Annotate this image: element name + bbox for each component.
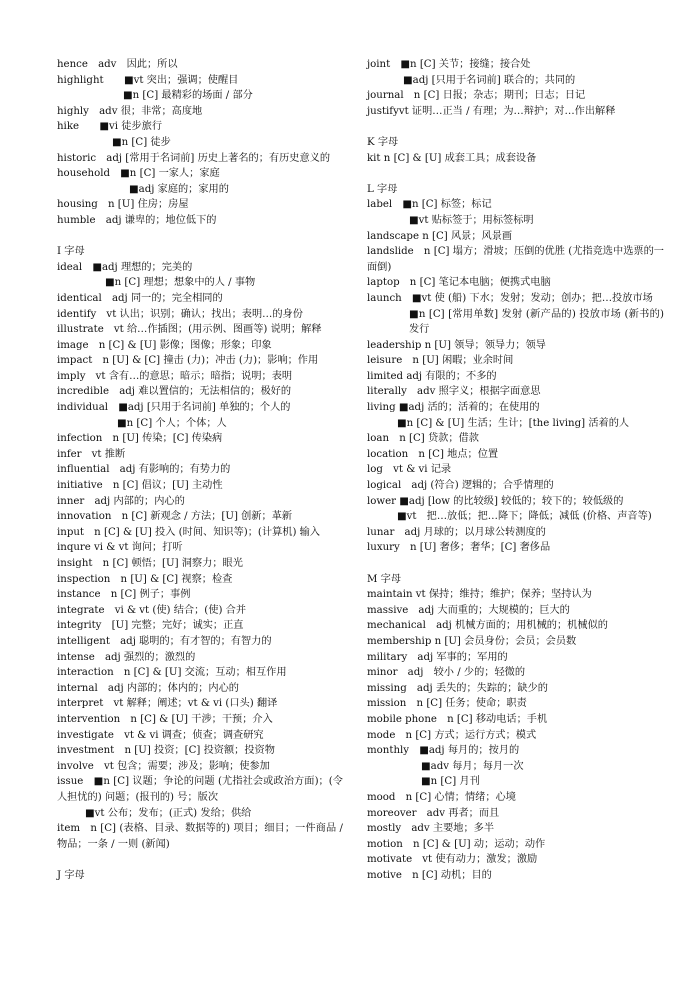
- word-entry: landscape n [C] 风景；风景画: [367, 230, 513, 242]
- word-entry: motivate vt 使有动力；激发；激励: [367, 854, 538, 866]
- glossary-column-right: [367, 57, 664, 883]
- word-entry-subsense: ■vt 公布；发布；(正式) 发给；供给: [85, 807, 252, 819]
- word-entry: journal n [C] 日报；杂志；期刊；日志；日记: [367, 90, 586, 102]
- word-entry: historic adj [常用于名词前] 历史上著名的；有历史意义的: [57, 152, 331, 164]
- word-entry: limited adj 有限的；不多的: [367, 370, 497, 382]
- word-entry: initiative n [C] 倡议；[U] 主动性: [57, 480, 223, 492]
- word-entry-subsense: ■adj [只用于名词前] 联合的；共同的: [403, 74, 576, 86]
- word-entry: interaction n [C] & [U] 交流；互动；相互作用: [57, 667, 287, 679]
- word-entry-subsense: ■n [C] 最精彩的场面 / 部分: [123, 90, 253, 102]
- word-entry: internal adj 内部的；体内的；内心的: [57, 682, 239, 694]
- word-entry: involve vt 包含；需要；涉及；影响；使参加: [57, 760, 270, 772]
- word-entry: lower ■adj [low 的比较级] 较低的；较下的；较低级的: [367, 495, 624, 507]
- word-entry: mode n [C] 方式；运行方式；模式: [367, 729, 537, 741]
- word-entry: investigate vt & vi 调查；侦查；调查研究: [57, 729, 264, 741]
- word-entry: justifyvt 证明…正当 / 有理；为…辩护；对…作出解释: [367, 105, 616, 117]
- word-entry-subsense: ■n [C] 理想；想象中的人 / 事物: [105, 277, 256, 289]
- word-entry: inspection n [U] & [C] 视察；检查: [57, 573, 233, 585]
- word-entry: literally adv 照字义；根据字面意思: [367, 386, 541, 398]
- word-entry: integrity [U] 完整；完好；诚实；正直: [57, 620, 244, 632]
- word-entry: living ■adj 活的；活着的；在使用的: [367, 402, 540, 414]
- word-entry: humble adj 谦卑的；地位低下的: [57, 214, 217, 226]
- word-entry: interpret vt 解释；阐述；vt & vi (口头) 翻译: [57, 698, 278, 710]
- word-entry: luxury n [U] 奢侈；奢华；[C] 奢侈品: [367, 542, 551, 554]
- word-entry-subsense: ■vt 贴标签于；用标签标明: [409, 214, 534, 226]
- word-entry: membership n [U] 会员身份；会员；会员数: [367, 635, 577, 647]
- word-entry: mood n [C] 心情；情绪；心境: [367, 791, 516, 803]
- word-entry: motion n [C] & [U] 动；运动；动作: [367, 838, 546, 850]
- word-entry: kit n [C] & [U] 成套工具；成套设备: [367, 152, 537, 164]
- word-entry: illustrate vt 给…作插图；(用示例、图画等) 说明；解释: [57, 324, 322, 336]
- word-entry: input n [C] & [U] 投入 (时间、知识等)；(计算机) 输入: [57, 526, 321, 538]
- word-entry: highlight ■vt 突出；强调；使醒目: [57, 74, 239, 86]
- word-entry: influential adj 有影响的；有势力的: [57, 464, 231, 476]
- word-entry: monthly ■adj 每月的；按月的: [367, 745, 520, 757]
- word-entry: infer vt 推断: [57, 448, 126, 460]
- word-entry-subsense: ■n [C] 月刊: [421, 776, 480, 788]
- word-entry: log vt & vi 记录: [367, 464, 452, 476]
- word-entry: landslide n [C] 塌方；滑坡；压倒的优胜 (尤指竞选中选票的一面倒): [367, 246, 664, 273]
- word-entry: mostly adv 主要地；多半: [367, 823, 495, 835]
- word-entry: inqure vi & vt 询问；打听: [57, 542, 183, 554]
- word-entry: ideal ■adj 理想的；完美的: [57, 261, 193, 273]
- word-entry: hence adv 因此；所以: [57, 59, 178, 70]
- word-entry: inner adj 内部的；内心的: [57, 495, 185, 507]
- letter-section-heading: K 字母: [367, 136, 399, 148]
- word-entry: missing adj 丢失的；失踪的；缺少的: [367, 682, 548, 694]
- word-entry-subsense: ■n [C] & [U] 生活；生计；[the living] 活着的人: [397, 417, 630, 429]
- word-entry-subsense: ■adv 每月；每月一次: [421, 760, 524, 772]
- word-entry-subsense: ■n [C] 个人；个体；人: [117, 417, 227, 429]
- word-entry: incredible adj 难以置信的；无法相信的；极好的: [57, 386, 292, 398]
- word-entry: launch ■vt 使 (船) 下水；发射；发动；创办；把…投放市场: [367, 292, 653, 304]
- word-entry: maintain vt 保持；维持；维护；保养；坚持认为: [367, 589, 592, 601]
- word-entry: intense adj 强烈的；激烈的: [57, 651, 196, 663]
- word-entry: housing n [U] 住房；房屋: [57, 199, 189, 211]
- section-gap: [367, 166, 664, 182]
- letter-section-heading: I 字母: [57, 246, 85, 258]
- word-entry: imply vt 含有…的意思；暗示；暗指；说明；表明: [57, 370, 293, 382]
- word-entry: location n [C] 地点；位置: [367, 448, 499, 460]
- word-entry: image n [C] & [U] 影像；图像；形象；印象: [57, 339, 272, 351]
- word-entry: intervention n [C] & [U] 干涉；干预；介入: [57, 713, 273, 725]
- word-entry: loan n [C] 贷款；借款: [367, 433, 479, 445]
- word-entry-subsense: ■vt 把…放低；把…降下；降低；减低 (价格、声音等): [397, 511, 652, 523]
- word-entry: integrate vi & vt (使) 结合；(使) 合并: [57, 604, 247, 616]
- section-gap: [367, 556, 664, 572]
- word-entry: military adj 军事的；军用的: [367, 651, 508, 663]
- word-entry: item n [C] (表格、目录、数据等的) 项目；细目；一件商品 / 物品；一条 / 一则 (新闻): [57, 823, 343, 850]
- word-entry: insight n [C] 顿悟；[U] 洞察力；眼光: [57, 558, 243, 569]
- word-entry: leadership n [U] 领导；领导力；领导: [367, 339, 546, 351]
- word-entry: identical adj 同一的；完全相同的: [57, 292, 223, 304]
- word-entry-subsense: ■adj 家庭的；家用的: [129, 183, 229, 195]
- word-entry: hike ■vi 徒步旅行: [57, 121, 163, 133]
- word-entry: investment n [U] 投资；[C] 投资额；投资物: [57, 745, 275, 757]
- word-entry: impact n [U] & [C] 撞击 (力)；冲击 (力)；影响；作用: [57, 355, 319, 367]
- word-entry: instance n [C] 例子；事例: [57, 589, 191, 601]
- word-entry: issue ■n [C] 议题；争论的问题 (尤指社会或政治方面)；(令人担忧的) 问题；(报刊的) 号；版次: [57, 776, 343, 803]
- word-entry: moreover adv 再者；而且: [367, 807, 500, 819]
- word-entry: highly adv 很；非常；高度地: [57, 105, 203, 117]
- letter-section-heading: M 字母: [367, 573, 402, 585]
- word-entry: laptop n [C] 笔记本电脑；便携式电脑: [367, 277, 551, 289]
- word-entry: identify vt 认出；识别；确认；找出；表明…的身份: [57, 308, 303, 320]
- word-entry-subsense: ■n [C] [常用单数] 发射 (新产品的) 投放市场 (新书的) 发行: [409, 308, 664, 336]
- word-entry: logical adj (符合) 逻辑的；合乎情理的: [367, 480, 554, 492]
- word-entry: household ■n [C] 一家人；家庭: [57, 168, 220, 180]
- word-entry: innovation n [C] 新观念 / 方法；[U] 创新；革新: [57, 511, 293, 523]
- word-entry: joint ■n [C] 关节；接缝；接合处: [367, 59, 531, 70]
- glossary-column-left: [57, 57, 343, 883]
- word-entry: leisure n [U] 闲暇；业余时间: [367, 355, 514, 367]
- word-entry: infection n [U] 传染；[C] 传染病: [57, 433, 223, 445]
- letter-section-heading: J 字母: [57, 869, 85, 881]
- word-entry: minor adj 较小 / 少的；轻微的: [367, 667, 526, 679]
- word-entry: individual ■adj [只用于名词前] 单独的；个人的: [57, 402, 291, 414]
- word-entry-subsense: ■n [C] 徒步: [112, 136, 171, 148]
- word-entry: label ■n [C] 标签；标记: [367, 199, 492, 211]
- word-entry: lunar adj 月球的；以月球公转测度的: [367, 526, 546, 538]
- word-entry: motive n [C] 动机；目的: [367, 869, 492, 881]
- section-gap: [367, 119, 664, 135]
- section-gap: [57, 229, 343, 245]
- section-gap: [57, 852, 343, 868]
- letter-section-heading: L 字母: [367, 183, 398, 195]
- word-entry: massive adj 大而重的；大规模的；巨大的: [367, 604, 570, 616]
- word-entry: mechanical adj 机械方面的；用机械的；机械似的: [367, 620, 608, 632]
- word-entry: mission n [C] 任务；使命；职责: [367, 698, 527, 710]
- word-entry: intelligent adj 聪明的；有才智的；有智力的: [57, 635, 272, 647]
- word-entry: mobile phone n [C] 移动电话；手机: [367, 713, 548, 725]
